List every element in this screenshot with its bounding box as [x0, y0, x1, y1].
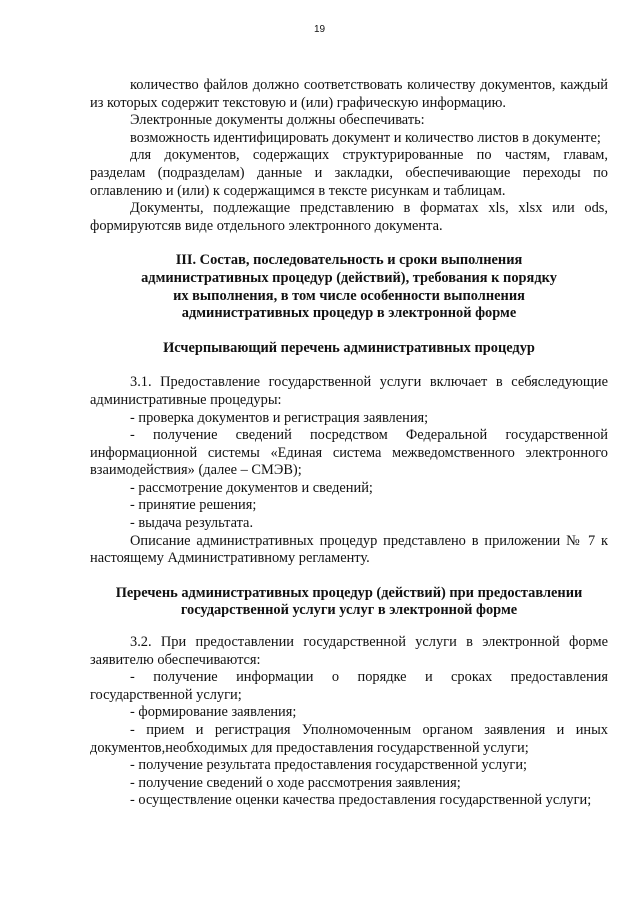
subsection-title-line: государственной услуги услуг в электронной форме [180, 602, 518, 619]
list-item: - прием и регистрация Уполномоченным органом заявления и иных документов,необходимых для предоставления государственной услуги; [90, 722, 608, 756]
section-title-line: административных процедур в электронной форме [181, 305, 517, 322]
subsection-title [90, 585, 608, 620]
subsection-title: Исчерпывающий перечень административных процедур [163, 339, 535, 356]
paragraph: количество файлов должно соответствовать количеству документов, каждый из которых содержит текстовую и (или) графическую информацию. [90, 77, 608, 111]
paragraph: Описание административных процедур представлено в приложении № 7 к настоящему Административному регламенту. [90, 532, 608, 567]
paragraph: 3.2. При предоставлении государственной услуги в электронной форме заявителю обеспечиваются: [90, 634, 608, 668]
list-item: - проверка документов и регистрация заявления; [130, 409, 429, 426]
subsection-title-line: Перечень административных процедур (действий) при предоставлении [115, 584, 583, 601]
section-title [90, 252, 608, 322]
paragraph: Документы, подлежащие представлению в форматах xls, xlsx или ods, формируютсяв виде отдельного электронного документа. [90, 200, 608, 234]
list-item: - получение информации о порядке и сроках предоставления государственной услуги; [90, 669, 608, 703]
paragraph: для документов, содержащих структурированные по частям, главам, разделам (подразделам) данные и закладки, обеспечивающие переходы по оглавлению и (или) к содержащимся в тексте рисункам и таблицам. [90, 147, 608, 199]
list-item: - получение результата предоставления государственной услуги; [130, 757, 528, 774]
list-item: - получение сведений посредством Федеральной государственной информационной системы «Единая система межведомственного электронного взаимодействия» (далее – СМЭВ); [90, 427, 608, 479]
section-title-line: III. Состав, последовательность и сроки выполнения [175, 252, 523, 269]
section-title-line: их выполнения, в том числе особенности выполнения [173, 287, 525, 304]
document-body [90, 77, 608, 810]
list-item: - формирование заявления; [130, 704, 297, 721]
paragraph: возможность идентифицировать документ и количество листов в документе; [130, 129, 601, 146]
list-item: - выдача результата. [130, 515, 254, 532]
paragraph: Электронные документы должны обеспечивать: [130, 112, 425, 129]
list-item: - принятие решения; [130, 497, 257, 514]
list-item: - осуществление оценки качества предоставления государственной услуги; [130, 792, 592, 809]
list-item: - получение сведений о ходе рассмотрения заявления; [130, 774, 461, 791]
paragraph: 3.1. Предоставление государственной услуги включает в себяследующие административные процедуры: [90, 374, 608, 408]
section-title-line: административных процедур (действий), требования к порядку [141, 269, 557, 286]
list-item: - рассмотрение документов и сведений; [130, 479, 373, 496]
page-number: 19 [313, 24, 326, 35]
